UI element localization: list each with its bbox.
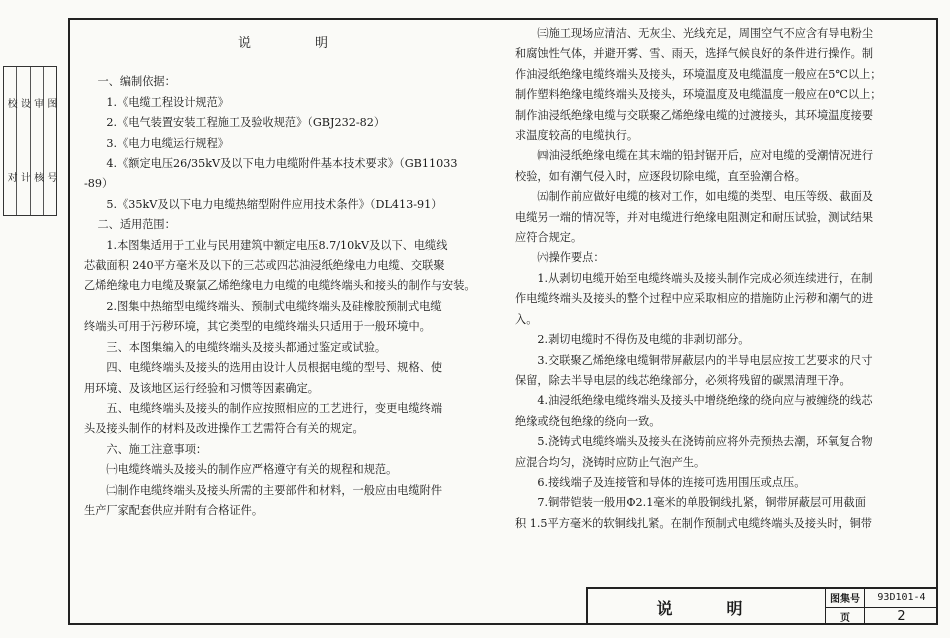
text-line: -89） (84, 177, 114, 191)
text-line: 应符合规定。 (515, 231, 583, 245)
text-line: ㈠电缆终端头及接头的制作应严格遵守有关的规程和规范。 (106, 463, 398, 477)
sidebar-text: 审 (31, 98, 43, 110)
text-line: 求温度较高的电缆执行。 (515, 129, 639, 143)
text-line: 制作油浸纸绝缘电缆与交联聚乙烯绝缘电缆的过渡接头，其环境温度接要 (515, 108, 874, 122)
text-line: 绝缘或绕包绝缘的绕向一致。 (515, 414, 661, 428)
text-line: ㈢施工现场应清洁、无灰尘、光线充足，周围空气不应含有导电粉尘 (537, 27, 874, 40)
text-line: 2.《电气装置安装工程施工及验收规范》（GBJ232-82） (106, 116, 386, 130)
text-line: 积 1.5平方毫米的软铜线扎紧。在制作预制式电缆终端头及接头时，铜带 (515, 516, 872, 530)
sidebar-col-2 (17, 67, 30, 215)
text-line: 2.剥切电缆时不得伤及电缆的非剥切部分。 (537, 333, 750, 347)
text-line: 6.接线端子及连接管和导体的连接可选用围压或点压。 (537, 475, 806, 489)
sidebar-text: 核 (31, 172, 43, 184)
text-line: 用环境、及该地区运行经验和习惯等因素确定。 (84, 381, 319, 395)
sidebar-text: 图 (44, 98, 56, 110)
text-line: 生产厂家配套供应并附有合格证件。 (84, 503, 264, 517)
sidebar-col-3 (31, 67, 44, 215)
left-text-body (84, 72, 496, 521)
text-line: ㈡制作电缆终端头及接头所需的主要部件和材料，一般应由电缆附件 (106, 483, 443, 497)
left-column (84, 24, 496, 564)
text-line: 3.《电力电缆运行规程》 (106, 136, 229, 150)
text-line: 3.交联聚乙烯绝缘电缆铜带屏蔽层内的半导电层应按工艺要求的尺寸 (537, 353, 873, 367)
text-line: 电缆另一端的情况等，并对电缆进行绝缘电阻测定和耐压试验，测试结果 (515, 210, 874, 224)
text-line: 五、电缆终端头及接头的制作应按照相应的工艺进行，变更电缆终端 (106, 401, 443, 415)
atlas-number: 93D101-4 (877, 592, 926, 604)
page-number: 2 (897, 608, 906, 624)
text-line: 二、适用范围： (97, 218, 176, 232)
text-line: 终端头可用于污秽环境，其它类型的电缆终端头只适用于一般环境中。 (84, 320, 431, 334)
text-line: 1.从剥切电缆开始至电缆终端头及接头制作完成必须连续进行，在制 (537, 271, 873, 285)
text-line: 制作塑料绝缘电缆终端头及接头，环境温度及电缆温度一般应在0℃以上； (515, 88, 882, 102)
right-text-body (515, 24, 927, 534)
right-column (515, 24, 927, 584)
text-line: ㈥操作要点： (537, 251, 605, 265)
text-line: 4.《额定电压26/35kV及以下电力电缆附件基本技术要求》（GB11033 (106, 157, 458, 171)
text-line: 1.《电缆工程设计规范》 (106, 95, 229, 109)
sidebar-col-1 (4, 67, 17, 215)
text-line: 作电缆终端头及接头的整个过程中应采取相应的措施防止污秽和潮气的进 (515, 292, 874, 306)
text-line: 2.图集中热缩型电缆终端头、预制式电缆终端头及硅橡胶预制式电缆 (106, 299, 442, 313)
title-block-meta (825, 589, 938, 625)
text-line: 5.浇铸式电缆终端头及接头在浇铸前应将外壳预热去潮，环氧复合物 (537, 435, 873, 449)
sidebar-text: 号 (44, 172, 56, 184)
text-line: 作油浸纸绝缘电缆终端头及接头，环境温度及电缆温度一般应在5℃以上； (515, 67, 882, 81)
title-block-title: 说明 (656, 598, 797, 618)
text-line: 三、本图集编入的电缆终端头及接头都通过鉴定或试验。 (106, 340, 387, 354)
sidebar-col-4 (44, 67, 56, 215)
text-line: 四、电缆终端头及接头的选用由设计人员根据电缆的型号、规格、使 (106, 361, 443, 375)
text-line: 一、编制依据： (97, 75, 176, 89)
text-line: 芯截面积 240平方毫米及以下的三芯或四芯油浸纸绝缘电力电缆、交联聚 (84, 259, 445, 273)
sidebar-text: 计 (18, 172, 30, 184)
title-block (586, 587, 938, 625)
approval-sidebar (3, 66, 57, 216)
text-line: 5.《35kV及以下电力电缆热缩型附件应用技术条件》（DL413-91） (106, 197, 443, 211)
text-line: 和腐蚀性气体，并避开雾、雪、雨天，选择气候良好的条件进行操作。制 (515, 47, 874, 61)
atlas-row (826, 589, 938, 608)
text-line: 乙烯绝缘电力电缆及聚氯乙烯绝缘电力电缆的电缆终端头和接头的制作与安装。 (84, 279, 476, 293)
sidebar-text: 校 (5, 98, 17, 110)
text-line: 1.本图集适用于工业与民用建筑中额定电压8.7/10kV及以下、电缆线 (106, 238, 448, 252)
text-line: 入。 (515, 312, 538, 326)
page-row (826, 608, 938, 626)
text-line: ㈣油浸纸绝缘电缆在其末端的铅封锯开后，应对电缆的受潮情况进行 (537, 149, 874, 163)
page-label: 页 (826, 608, 865, 626)
text-line: 保留，除去半导电层的线芯绝缘部分，必须将残留的碳黑清理干净。 (515, 373, 851, 387)
sidebar-text: 对 (5, 172, 17, 184)
text-line: ㈤制作前应做好电缆的核对工作，如电缆的类型、电压等级、截面及 (537, 190, 874, 204)
text-line: 六、施工注意事项： (106, 442, 208, 456)
page-heading: 说明 (237, 36, 392, 51)
text-line: 头及接头制作的材料及改进操作工艺需符合有关的规定。 (84, 422, 364, 436)
text-line: 校验，如有潮气侵入时，应逐段切除电缆，直至验潮合格。 (515, 169, 806, 183)
sidebar-text: 设 (18, 98, 30, 110)
text-line: 4.油浸纸绝缘电缆终端头及接头中增绕绝缘的绕向应与被缠绕的线芯 (537, 394, 873, 408)
text-line: 7.铜带铠装一般用Φ2.1毫米的单股铜线扎紧，铜带屏蔽层可用截面 (537, 496, 866, 510)
atlas-label: 图集号 (826, 589, 865, 607)
text-line: 应混合均匀，浇铸时应防止气泡产生。 (515, 455, 706, 469)
